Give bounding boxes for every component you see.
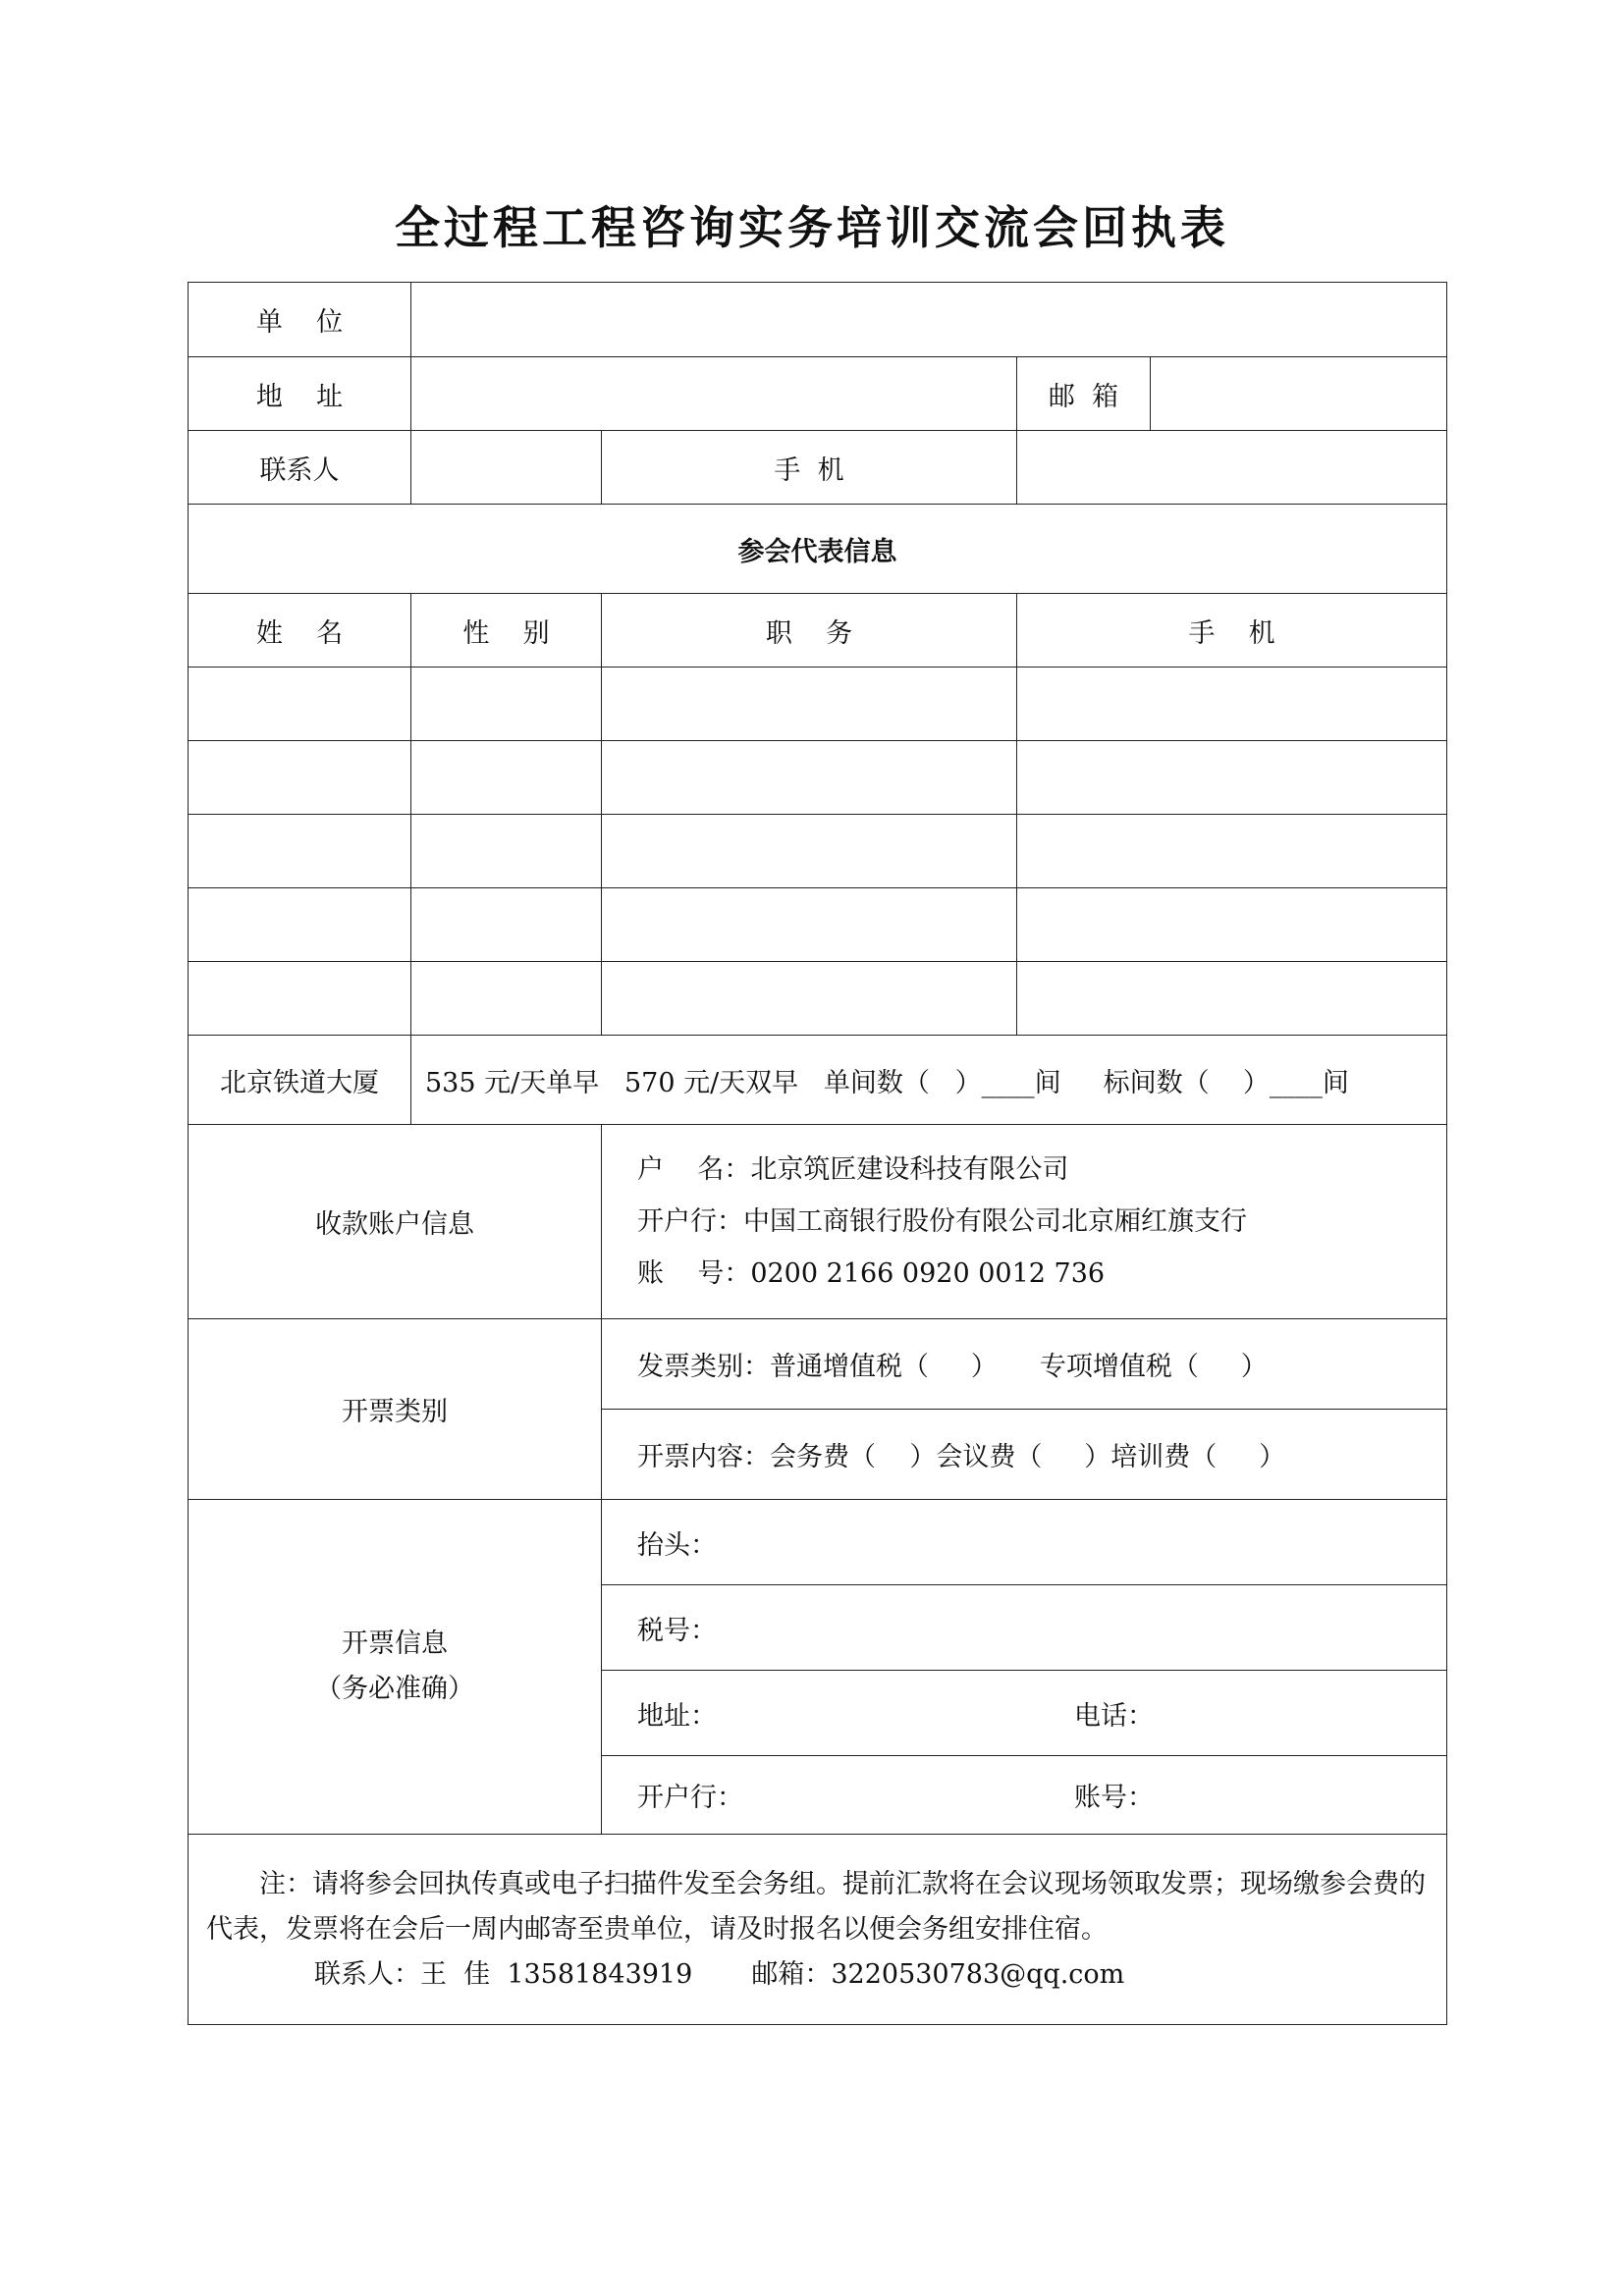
account-label: 收款账户信息	[189, 1125, 602, 1319]
account-row	[189, 1125, 1447, 1319]
attendee-gender-field[interactable]	[411, 815, 602, 888]
attendee-gender-field[interactable]	[411, 962, 602, 1036]
contact-field[interactable]	[411, 431, 602, 505]
invoice-info-sublabel: （务必准确）	[315, 1674, 474, 1704]
attendee-phone-field[interactable]	[1017, 888, 1447, 962]
invoice-info-label	[189, 1500, 602, 1835]
address-field[interactable]	[411, 357, 1017, 431]
attendee-name-field[interactable]	[189, 667, 411, 741]
attendee-phone-field[interactable]	[1017, 741, 1447, 815]
attendee-position-field[interactable]	[602, 815, 1017, 888]
invoice-content-line[interactable]: 开票内容：会务费（ ）会议费（ ）培训费（ ）	[602, 1410, 1447, 1500]
attendee-row	[189, 667, 1447, 741]
address-label: 地 址	[189, 357, 411, 431]
attendee-position-field[interactable]	[602, 962, 1017, 1036]
header-name: 姓 名	[189, 594, 411, 667]
invoice-header-field[interactable]: 抬头：	[602, 1500, 1447, 1585]
header-gender: 性 别	[411, 594, 602, 667]
invoice-bank-field[interactable]: 开户行：	[637, 1783, 743, 1813]
invoice-type-row-1	[189, 1319, 1447, 1410]
attendee-row	[189, 741, 1447, 815]
unit-label: 单 位	[189, 283, 411, 357]
unit-row	[189, 283, 1447, 357]
contact-phone-field[interactable]	[1017, 431, 1447, 505]
invoice-account-field[interactable]: 账号：	[1074, 1783, 1154, 1813]
section-title: 参会代表信息	[189, 505, 1447, 594]
page-title: 全过程工程咨询实务培训交流会回执表	[395, 201, 1229, 254]
attendee-phone-field[interactable]	[1017, 962, 1447, 1036]
hotel-details: 535 元/天单早 570 元/天双早 单间数（ ）____间 标间数（ ）____间	[411, 1036, 1447, 1125]
attendee-gender-field[interactable]	[411, 741, 602, 815]
attendee-position-field[interactable]	[602, 888, 1017, 962]
attendee-gender-field[interactable]	[411, 667, 602, 741]
registration-form	[188, 282, 1447, 2025]
attendee-position-field[interactable]	[602, 741, 1017, 815]
invoice-address-cell[interactable]	[602, 1671, 1447, 1756]
note-row	[189, 1835, 1447, 2025]
attendee-row	[189, 888, 1447, 962]
attendee-row	[189, 815, 1447, 888]
invoice-phone-field[interactable]: 电话：	[1074, 1700, 1154, 1732]
unit-field[interactable]	[411, 283, 1447, 357]
account-name-line: 户 名：北京筑匠建设科技有限公司	[637, 1154, 1069, 1185]
hotel-name: 北京铁道大厦	[189, 1036, 411, 1125]
attendee-gender-field[interactable]	[411, 888, 602, 962]
invoice-address-field[interactable]: 地址：	[637, 1700, 717, 1732]
email-label: 邮 箱	[1017, 357, 1151, 431]
attendee-name-field[interactable]	[189, 741, 411, 815]
contact-label: 联系人	[189, 431, 411, 505]
hotel-row	[189, 1036, 1447, 1125]
header-phone: 手 机	[1017, 594, 1447, 667]
note-contact: 联系人：王 佳 13581843919 邮箱：3220530783@qq.com	[314, 1958, 1125, 1990]
attendee-name-field[interactable]	[189, 962, 411, 1036]
account-bank-line: 开户行：中国工商银行股份有限公司北京厢红旗支行	[637, 1206, 1247, 1237]
email-field[interactable]	[1151, 357, 1447, 431]
attendee-phone-field[interactable]	[1017, 815, 1447, 888]
attendee-row	[189, 962, 1447, 1036]
note-text: 注：请将参会回执传真或电子扫描件发至会务组。提前汇款将在会议现场领取发票；现场缴参会费的代表，发票将在会后一周内邮寄至贵单位，请及时报名以便会务组安排住宿。	[206, 1868, 1426, 1945]
invoice-header-row	[189, 1500, 1447, 1585]
attendee-phone-field[interactable]	[1017, 667, 1447, 741]
invoice-tax-field[interactable]: 税号：	[602, 1585, 1447, 1671]
contact-row	[189, 431, 1447, 505]
attendee-name-field[interactable]	[189, 888, 411, 962]
account-details	[602, 1125, 1447, 1319]
invoice-type-label: 开票类别	[189, 1319, 602, 1500]
invoice-info-title: 开票信息	[342, 1629, 448, 1659]
header-position: 职 务	[602, 594, 1017, 667]
note-cell	[189, 1835, 1447, 2025]
section-row	[189, 505, 1447, 594]
invoice-type-line[interactable]: 发票类别：普通增值税（ ） 专项增值税（ ）	[602, 1319, 1447, 1410]
account-number-line: 账 号：0200 2166 0920 0012 736	[637, 1258, 1106, 1289]
address-row	[189, 357, 1447, 431]
attendee-name-field[interactable]	[189, 815, 411, 888]
invoice-bank-cell[interactable]	[602, 1756, 1447, 1835]
attendee-header-row	[189, 594, 1447, 667]
contact-phone-label: 手 机	[602, 431, 1017, 505]
attendee-position-field[interactable]	[602, 667, 1017, 741]
